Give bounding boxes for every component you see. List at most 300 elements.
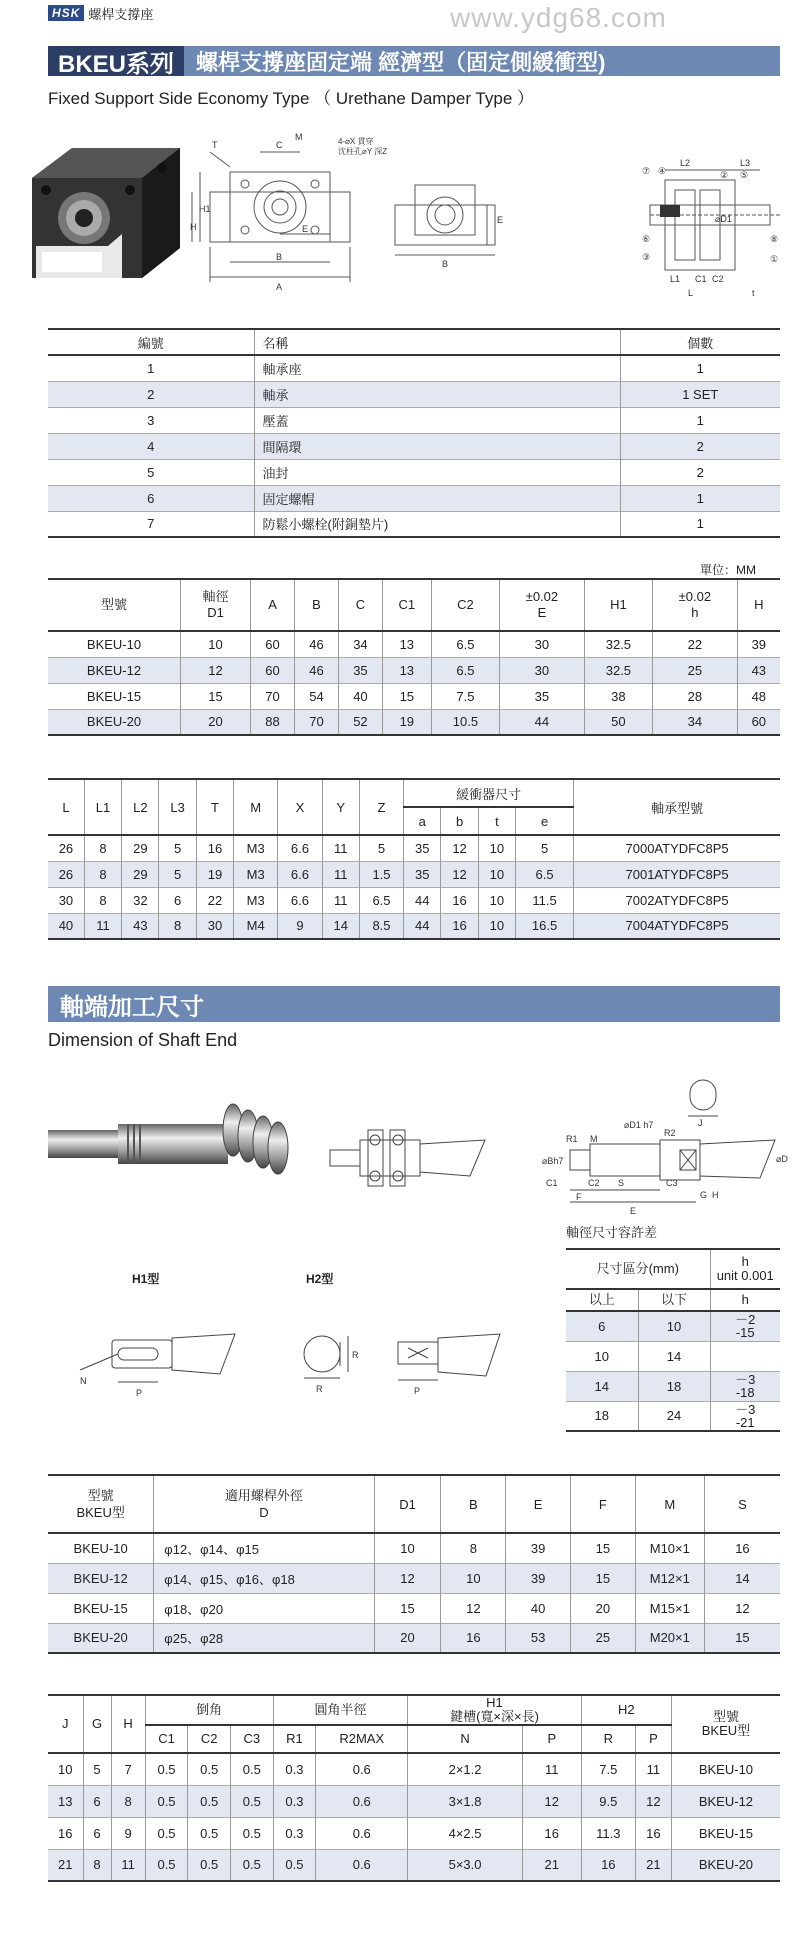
dim1-cell: 20: [181, 709, 251, 735]
dim2-header: X: [278, 779, 322, 835]
label-n4: ④: [658, 166, 667, 176]
parts-cell: 6: [147, 490, 155, 506]
dim2-header: Z: [359, 779, 403, 835]
dim2-cell: 16: [196, 835, 233, 861]
chamfer-cell: 0.5: [230, 1817, 273, 1849]
dim1-cell: 32.5: [584, 657, 652, 683]
tolerance-row: [566, 1371, 780, 1401]
dim2-cell: 10: [478, 887, 515, 913]
parts-row: [48, 381, 780, 407]
dim2-row: [48, 887, 780, 913]
dim1-header: H1: [584, 579, 652, 631]
shaft-cell: 16: [704, 1533, 780, 1563]
shaft-cell: M10×1: [635, 1533, 704, 1563]
tolerance-cell: 24: [638, 1401, 710, 1431]
dim2-cell: 7000ATYDFC8P5: [574, 835, 780, 861]
dim1-cell: 12: [181, 657, 251, 683]
shaft-cell: 20: [374, 1623, 441, 1653]
dim2-header: L: [62, 799, 70, 815]
chamfer-header-model: 型號 BKEU型: [671, 1695, 780, 1753]
chamfer-header-h1: H1 鍵槽(寬×深×長): [408, 1695, 581, 1725]
product-photo: [12, 138, 190, 288]
label-a-damper: B: [442, 259, 449, 269]
shaft-cell: φ18、φ20: [154, 1593, 374, 1623]
chamfer-cell: 16: [58, 1825, 73, 1841]
chamfer-header-chamfer: 倒角: [145, 1695, 273, 1725]
shaft-label-d1h7: ⌀D1 h7: [624, 1120, 654, 1130]
chamfer-cell: 12: [635, 1785, 671, 1817]
dim2-cell: 11: [322, 835, 359, 861]
parts-cell: 壓蓋: [254, 407, 620, 433]
chamfer-cell: 8: [111, 1785, 145, 1817]
parts-row: [48, 485, 780, 511]
dim1-cell: 13: [382, 631, 431, 657]
chamfer-cell: 11: [522, 1753, 581, 1785]
parts-cell: 1: [147, 360, 155, 376]
dim1-row: [48, 683, 780, 709]
dim2-cell: 10: [478, 835, 515, 861]
dim2-cell: M3: [234, 861, 278, 887]
parts-cell: 防鬆小螺栓(附銅墊片): [254, 511, 620, 537]
watermark: www.ydg68.com: [450, 2, 667, 33]
shaft-header: B: [441, 1475, 506, 1533]
dim1-header: ±0.02 E: [500, 579, 585, 631]
chamfer-cell: 9: [111, 1817, 145, 1849]
dim2-cell: 44: [404, 887, 441, 913]
label-t-small: t: [752, 288, 755, 298]
shaft-cell: 10: [441, 1563, 506, 1593]
dim2-cell: 5: [159, 835, 196, 861]
label-c1: C1: [695, 274, 707, 284]
chamfer-header-h2: H2: [581, 1695, 671, 1725]
dim2-cell: 8: [84, 887, 121, 913]
label-l: L: [688, 288, 694, 298]
chamfer-cell: 11.3: [581, 1817, 635, 1849]
dim2-subheader: e: [516, 807, 574, 835]
shaft-cell: 25: [571, 1623, 636, 1653]
label-c: C: [276, 140, 283, 150]
dim2-cell: 26: [58, 840, 74, 856]
parts-row: [48, 511, 780, 537]
h1-label-n: N: [80, 1376, 87, 1386]
parts-header-name: 名稱: [254, 329, 620, 355]
dim2-cell: 11: [322, 861, 359, 887]
shaft-cell: 12: [441, 1593, 506, 1623]
dim2-header: L1: [84, 779, 121, 835]
dim2-cell: 6.6: [278, 835, 322, 861]
h1-type-label: H1型: [132, 1272, 160, 1286]
tolerance-h-cell: －2 -15: [710, 1311, 780, 1341]
tolerance-row: [566, 1341, 780, 1371]
parts-cell: 2: [147, 386, 155, 402]
dim2-cell: 5: [359, 835, 403, 861]
dim1-cell: 15: [382, 683, 431, 709]
dim2-cell: 6.6: [278, 861, 322, 887]
section-shaft-end-subtitle: Dimension of Shaft End: [48, 1030, 238, 1050]
dim2-cell: 44: [404, 913, 441, 939]
dim2-cell: 11: [322, 887, 359, 913]
shaft-cell: BKEU-10: [73, 1540, 128, 1556]
brand-logo: HSK: [48, 5, 84, 21]
damper-view-drawing: [375, 175, 515, 295]
parts-header-no: 編號: [137, 335, 164, 351]
parts-cell: 油封: [254, 459, 620, 485]
shaft-cell: 15: [571, 1563, 636, 1593]
shaft-cell: BKEU-15: [73, 1600, 128, 1616]
brand-text: 螺桿支撐座: [88, 6, 154, 22]
shaft-cell: BKEU-20: [73, 1630, 128, 1646]
dim1-cell: 6.5: [431, 631, 499, 657]
dimension-table-1: [48, 578, 780, 736]
parts-cell: 1: [620, 485, 780, 511]
shaft-cell: M15×1: [635, 1593, 704, 1623]
dim1-cell: 54: [295, 683, 339, 709]
dim2-cell: 5: [159, 861, 196, 887]
parts-cell: 固定螺帽: [254, 485, 620, 511]
label-n1: ①: [770, 254, 779, 264]
dim1-cell: 46: [295, 657, 339, 683]
dim2-cell: 19: [196, 861, 233, 887]
chamfer-cell: 6: [83, 1817, 111, 1849]
shaft-photo: [48, 1090, 298, 1200]
shaft-cell: M20×1: [635, 1623, 704, 1653]
parts-row: [48, 407, 780, 433]
shaft-cell: 20: [571, 1593, 636, 1623]
chamfer-table: [48, 1694, 780, 1882]
chamfer-subheader: C1: [145, 1725, 188, 1753]
label-b-damper: E: [497, 215, 504, 225]
series-description: 螺桿支撐座固定端 經濟型（固定側緩衝型): [196, 49, 606, 75]
chamfer-row: [48, 1753, 780, 1785]
chamfer-cell: 0.5: [230, 1785, 273, 1817]
chamfer-cell: 4×2.5: [408, 1817, 523, 1849]
parts-row: [48, 355, 780, 381]
parts-header-qty: 個數: [620, 329, 780, 355]
shaft-cell: 12: [374, 1563, 441, 1593]
dim1-cell: 34: [338, 631, 382, 657]
chamfer-cell: 8: [83, 1849, 111, 1881]
chamfer-cell: 0.3: [273, 1753, 316, 1785]
parts-cell: 1 SET: [620, 381, 780, 407]
title-english: Fixed Support Side Economy Type （ Urethane Damper Type ）: [48, 89, 535, 108]
dim2-cell: M3: [234, 887, 278, 913]
shaft-label-h: H: [712, 1190, 719, 1200]
shaft-label-r2: R2: [664, 1128, 676, 1138]
tolerance-cell: 6: [598, 1318, 606, 1334]
dim1-cell: BKEU-10: [86, 636, 142, 652]
parts-row: [48, 433, 780, 459]
dim2-cell: 10: [478, 913, 515, 939]
shaft-cell: 8: [441, 1533, 506, 1563]
tolerance-cell: 10: [638, 1311, 710, 1341]
parts-cell: 3: [147, 412, 155, 428]
dim1-row: [48, 631, 780, 657]
shaft-label-f: F: [576, 1192, 582, 1202]
chamfer-subheader: C3: [230, 1725, 273, 1753]
chamfer-cell: BKEU-15: [671, 1817, 780, 1849]
parts-cell: 軸承: [254, 381, 620, 407]
dim1-cell: 15: [181, 683, 251, 709]
dim1-cell: 60: [251, 657, 295, 683]
tolerance-header-h: h unit 0.001: [710, 1249, 780, 1289]
label-h: H: [190, 222, 197, 232]
dim2-cell: 32: [122, 887, 159, 913]
chamfer-subheader: P: [635, 1725, 671, 1753]
dim2-cell: 11: [84, 913, 121, 939]
label-a: A: [276, 282, 283, 292]
dim2-cell: 40: [58, 918, 74, 934]
chamfer-cell: 9.5: [581, 1785, 635, 1817]
dim1-cell: 88: [251, 709, 295, 735]
tolerance-sub-max: 以下: [638, 1289, 710, 1311]
unit-label: 單位：MM: [700, 563, 756, 577]
chamfer-cell: 0.6: [316, 1753, 408, 1785]
shaft-row: [48, 1593, 780, 1623]
label-e: E: [302, 224, 309, 234]
dim1-cell: 70: [295, 709, 339, 735]
dim1-cell: 52: [338, 709, 382, 735]
chamfer-header: J: [62, 1716, 69, 1731]
shaft-label-e: E: [630, 1206, 637, 1216]
dim1-cell: 6.5: [431, 657, 499, 683]
tolerance-header-range: 尺寸區分(mm): [596, 1261, 679, 1276]
shaft-label-s: S: [618, 1178, 625, 1188]
dim2-cell: M3: [234, 835, 278, 861]
label-n6: ⑥: [642, 234, 651, 244]
dim2-cell: 9: [278, 913, 322, 939]
chamfer-cell: 0.5: [188, 1817, 231, 1849]
dim2-row: [48, 835, 780, 861]
dim1-cell: 60: [251, 631, 295, 657]
shaft-cell: 16: [441, 1623, 506, 1653]
dim2-cell: 7001ATYDFC8P5: [574, 861, 780, 887]
dim2-header-bearing: 軸承型號: [574, 779, 780, 835]
shaft-cell: 12: [704, 1593, 780, 1623]
dim2-cell: 43: [122, 913, 159, 939]
brand: [48, 4, 153, 22]
chamfer-cell: 11: [635, 1753, 671, 1785]
dim2-cell: 7004ATYDFC8P5: [574, 913, 780, 939]
dim1-cell: 30: [500, 657, 585, 683]
chamfer-row: [48, 1817, 780, 1849]
dim2-row: [48, 861, 780, 887]
title-bar: [48, 46, 780, 76]
shaft-dimension-drawing: [540, 1070, 790, 1220]
dim1-cell: 19: [382, 709, 431, 735]
dim2-cell: 6.6: [278, 887, 322, 913]
label-c2: C2: [712, 274, 724, 284]
parts-cell: 7: [147, 516, 155, 532]
chamfer-subheader: R1: [273, 1725, 316, 1753]
dim1-cell: 28: [653, 683, 738, 709]
series-title: BKEU系列: [48, 46, 184, 76]
dim1-cell: 40: [338, 683, 382, 709]
section-shaft-end-title: 軸端加工尺寸: [48, 986, 780, 1022]
shaft-row: [48, 1533, 780, 1563]
chamfer-cell: 11: [111, 1849, 145, 1881]
dim1-header: C2: [431, 579, 499, 631]
shaft-header: 適用螺桿外徑 D: [154, 1475, 374, 1533]
label-n3: ③: [642, 252, 651, 262]
dim2-cell: 6.5: [516, 861, 574, 887]
chamfer-subheader: R2MAX: [316, 1725, 408, 1753]
chamfer-cell: 16: [581, 1849, 635, 1881]
chamfer-subheader: N: [408, 1725, 523, 1753]
dim1-row: [48, 709, 780, 735]
shaft-header: 型號 BKEU型: [76, 1488, 125, 1520]
label-n5: ⑤: [740, 170, 749, 180]
shaft-cell: 15: [704, 1623, 780, 1653]
chamfer-subheader: R: [581, 1725, 635, 1753]
dim2-header: Y: [322, 779, 359, 835]
dim2-header: L3: [159, 779, 196, 835]
chamfer-cell: 0.5: [188, 1753, 231, 1785]
dim1-header: C1: [382, 579, 431, 631]
dim1-cell: 60: [737, 709, 780, 735]
shaft-label-d: ⌀D: [776, 1154, 788, 1164]
shaft-label-c2: C2: [588, 1178, 600, 1188]
tolerance-row: [566, 1401, 780, 1431]
dim1-header: ±0.02 h: [653, 579, 738, 631]
shaft-cell: φ14、φ15、φ16、φ18: [154, 1563, 374, 1593]
dim1-cell: 10.5: [431, 709, 499, 735]
label-l2: L2: [680, 158, 691, 168]
dim1-cell: BKEU-15: [86, 688, 142, 704]
chamfer-cell: 21: [635, 1849, 671, 1881]
chamfer-cell: 7.5: [581, 1753, 635, 1785]
shaft-cell: 39: [506, 1563, 571, 1593]
chamfer-header: H: [111, 1695, 145, 1753]
h1-type-drawing: [60, 1320, 250, 1420]
chamfer-cell: BKEU-20: [671, 1849, 780, 1881]
chamfer-header: G: [83, 1695, 111, 1753]
chamfer-cell: 16: [522, 1817, 581, 1849]
chamfer-cell: 5×3.0: [408, 1849, 523, 1881]
label-l1: L1: [670, 274, 681, 284]
label-d1: ⌀D1: [715, 214, 732, 224]
dim1-cell: 32.5: [584, 631, 652, 657]
dim2-cell: 16.5: [516, 913, 574, 939]
chamfer-row: [48, 1849, 780, 1881]
chamfer-cell: 6: [83, 1785, 111, 1817]
chamfer-cell: 0.5: [188, 1785, 231, 1817]
label-l3: L3: [740, 158, 751, 168]
dim2-cell: 29: [122, 861, 159, 887]
dim2-cell: 11.5: [516, 887, 574, 913]
shaft-cell: φ25、φ28: [154, 1623, 374, 1653]
chamfer-cell: 21: [522, 1849, 581, 1881]
dimension-table-2: [48, 778, 780, 940]
chamfer-cell: 0.5: [230, 1753, 273, 1785]
shaft-header: F: [571, 1475, 636, 1533]
shaft-cell: M12×1: [635, 1563, 704, 1593]
chamfer-subheader: P: [522, 1725, 581, 1753]
chamfer-cell: 0.5: [145, 1785, 188, 1817]
chamfer-cell: 0.5: [273, 1849, 316, 1881]
chamfer-cell: BKEU-10: [671, 1753, 780, 1785]
chamfer-row: [48, 1785, 780, 1817]
parts-cell: 2: [620, 459, 780, 485]
shaft-label-c1: C1: [546, 1178, 558, 1188]
dim1-cell: 7.5: [431, 683, 499, 709]
shaft-cell: 40: [506, 1593, 571, 1623]
dim1-cell: 13: [382, 657, 431, 683]
shaft-header: E: [506, 1475, 571, 1533]
tolerance-cell: 10: [594, 1348, 609, 1364]
shaft-row: [48, 1623, 780, 1653]
chamfer-header-radius: 圓角半徑: [273, 1695, 408, 1725]
tolerance-table: [566, 1248, 780, 1432]
dim2-cell: 30: [196, 913, 233, 939]
dim2-subheader: b: [441, 807, 478, 835]
chamfer-cell: BKEU-12: [671, 1785, 780, 1817]
chamfer-cell: 13: [58, 1793, 73, 1809]
shaft-header: S: [704, 1475, 780, 1533]
shaft-label-m: M: [590, 1134, 598, 1144]
tolerance-cell: 18: [638, 1371, 710, 1401]
chamfer-cell: 21: [58, 1857, 73, 1873]
dim1-cell: 22: [653, 631, 738, 657]
shaft-cell: φ12、φ14、φ15: [154, 1533, 374, 1563]
parts-cell: 2: [620, 433, 780, 459]
dim2-subheader: a: [404, 807, 441, 835]
chamfer-cell: 10: [58, 1761, 73, 1777]
dim1-header: B: [295, 579, 339, 631]
dim1-cell: 35: [500, 683, 585, 709]
chamfer-cell: 0.5: [145, 1753, 188, 1785]
shaft-cell: 15: [571, 1533, 636, 1563]
parts-cell: 1: [620, 407, 780, 433]
dim1-cell: 38: [584, 683, 652, 709]
dim2-cell: 5: [516, 835, 574, 861]
dim1-cell: 70: [251, 683, 295, 709]
dim2-cell: 6: [159, 887, 196, 913]
shaft-dimension-table: [48, 1474, 780, 1654]
chamfer-cell: 0.5: [188, 1849, 231, 1881]
dim1-cell: 44: [500, 709, 585, 735]
dim2-cell: 29: [122, 835, 159, 861]
dim2-cell: 7002ATYDFC8P5: [574, 887, 780, 913]
tolerance-cell: 14: [638, 1341, 710, 1371]
chamfer-cell: 0.6: [316, 1817, 408, 1849]
chamfer-subheader: C2: [188, 1725, 231, 1753]
tolerance-title: 軸徑尺寸容許差: [566, 1225, 658, 1240]
tolerance-cell: 18: [594, 1408, 609, 1424]
shaft-label-g: G: [700, 1190, 708, 1200]
dim1-header: 軸徑 D1: [181, 579, 251, 631]
chamfer-cell: 16: [635, 1817, 671, 1849]
chamfer-cell: 0.6: [316, 1849, 408, 1881]
dim2-cell: 16: [441, 913, 478, 939]
h2-type-label: H2型: [306, 1272, 334, 1286]
dim2-cell: 35: [404, 835, 441, 861]
dim2-cell: 10: [478, 861, 515, 887]
tolerance-cell: 14: [594, 1378, 609, 1394]
dim1-cell: 50: [584, 709, 652, 735]
dim2-header: L2: [122, 779, 159, 835]
dim2-cell: 8.5: [359, 913, 403, 939]
shaft-cell: 53: [506, 1623, 571, 1653]
dim2-header: T: [196, 779, 233, 835]
parts-row: [48, 459, 780, 485]
label-n7: ⑦: [642, 166, 651, 176]
dim2-cell: 22: [196, 887, 233, 913]
dim1-row: [48, 657, 780, 683]
dim2-cell: 1.5: [359, 861, 403, 887]
tolerance-row: [566, 1311, 780, 1341]
shaft-cell: 10: [374, 1533, 441, 1563]
dim2-cell: 8: [84, 835, 121, 861]
